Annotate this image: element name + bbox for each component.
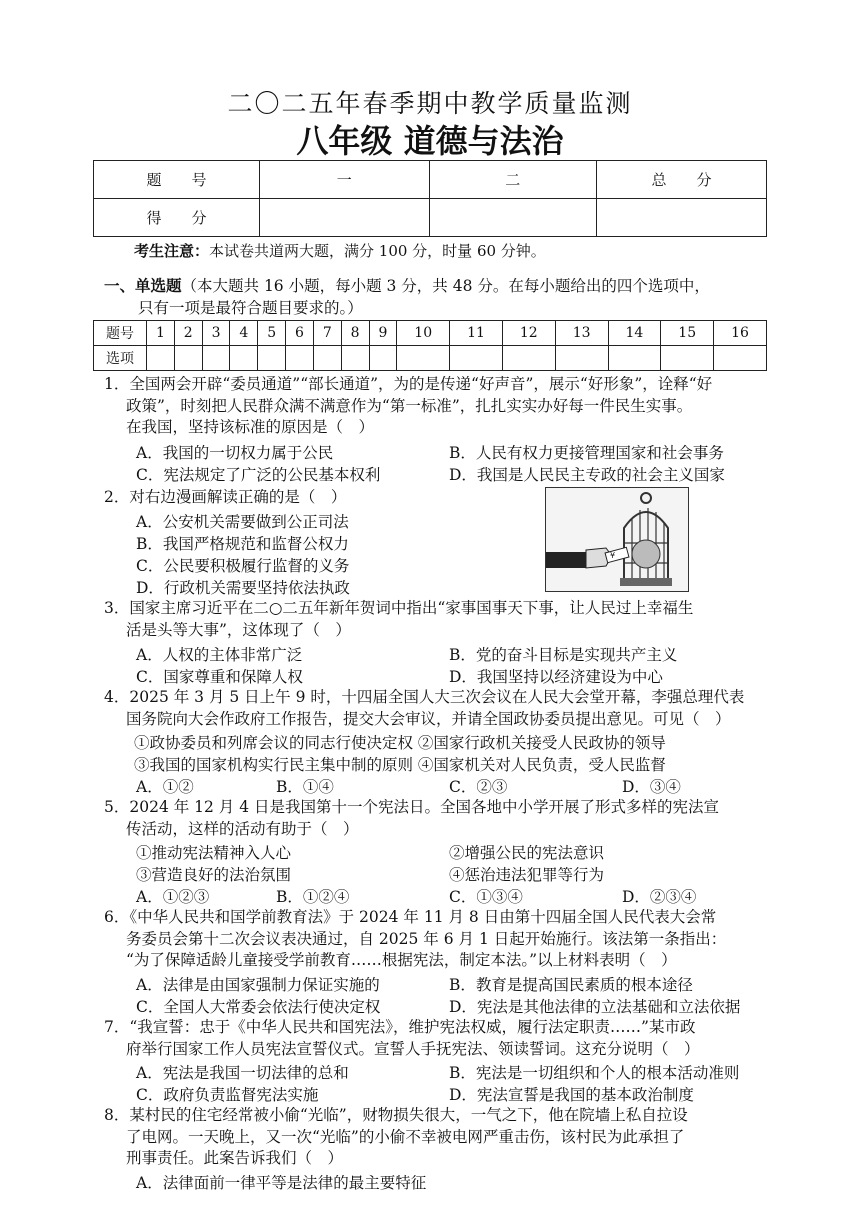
answer-number-cell: 9 <box>369 321 397 346</box>
answer-input-cell[interactable] <box>661 346 714 371</box>
answer-number-cell: 4 <box>230 321 258 346</box>
score-row-label: 得 分 <box>94 199 260 237</box>
option-a[interactable]: A．法律是由国家强制力保证实施的 <box>136 976 380 994</box>
option-a[interactable]: A．①② <box>136 778 194 796</box>
option-c[interactable]: C．宪法规定了广泛的公民基本权利 <box>136 466 381 484</box>
option-c[interactable]: C．国家尊重和保障人权 <box>136 668 303 686</box>
answer-number-cell: 10 <box>397 321 450 346</box>
statement-line: ③营造良好的法治氛围 <box>136 866 292 884</box>
section-desc: 只有一项是最符合题目要求的。） <box>138 299 363 317</box>
question-stem: 府举行国家工作人员宪法宣誓仪式。宣誓人手抚宪法、领读誓词。这充分说明（ ） <box>126 1039 700 1058</box>
answer-number-cell: 15 <box>661 321 714 346</box>
exam-title: 二〇二五年春季期中教学质量监测 <box>227 89 633 118</box>
score-input-cell[interactable] <box>597 199 767 237</box>
option-c[interactable]: C．②③ <box>449 778 508 796</box>
answer-input-cell[interactable] <box>502 346 555 371</box>
answer-number-cell: 13 <box>555 321 608 346</box>
section-desc: （本大题共 16 小题，每小题 3 分，共 48 分。在每小题给出的四个选项中， <box>181 277 710 295</box>
answer-number-cell: 12 <box>502 321 555 346</box>
option-d[interactable]: D．③④ <box>622 778 681 796</box>
question-stem: 6．《中华人民共和国学前教育法》于 2024 年 11 月 8 日由第十四届全国人民代表大会常 <box>104 908 717 926</box>
cartoon-money-label: ¥ <box>610 551 616 560</box>
answer-row-label: 选项 <box>94 346 147 371</box>
question-stem: 在我国，坚持该标准的原因是（ ） <box>126 418 375 436</box>
cartoon-image <box>545 487 689 592</box>
option-d[interactable]: D．我国坚持以经济建设为中心 <box>449 668 663 686</box>
notice-label: 考生注意： <box>134 242 210 260</box>
option-b[interactable]: B．①④ <box>276 778 334 796</box>
statement-line: ②增强公民的宪法意识 <box>449 844 605 862</box>
answer-input-cell[interactable] <box>286 346 314 371</box>
answer-row-label: 题号 <box>94 321 147 346</box>
notice-text: 本试卷共道两大题，满分 100 分，时量 60 分钟。 <box>209 242 546 260</box>
option-c[interactable]: C．政府负责监督宪法实施 <box>136 1086 319 1104</box>
question-stem: 3．国家主席习近平在二○二五年新年贺词中指出“家事国事天下事，让人民过上幸福生 <box>104 599 694 617</box>
question-2: 2．对右边漫画解读正确的是（ ） <box>104 488 347 506</box>
option-c[interactable]: C．公民要积极履行监督的义务 <box>136 557 350 575</box>
exam-notice <box>134 240 546 261</box>
option-a[interactable]: A．法律面前一律平等是法律的最主要特征 <box>136 1174 427 1192</box>
option-d[interactable]: D．我国是人民民主专政的社会主义国家 <box>449 466 725 484</box>
answer-input-cell[interactable] <box>341 346 369 371</box>
question-stem: 活是头等大事”，这体现了（ ） <box>126 620 351 639</box>
answer-number-cell: 14 <box>608 321 661 346</box>
option-d[interactable]: D．行政机关需要坚持依法执政 <box>136 579 350 597</box>
question-6 <box>104 907 776 972</box>
section-title: 一、单选题 <box>104 276 182 295</box>
option-c[interactable]: C．①③④ <box>449 888 523 906</box>
answer-number-cell: 8 <box>341 321 369 346</box>
question-8 <box>104 1105 776 1170</box>
option-d[interactable]: D．宪法是其他法律的立法基础和立法依据 <box>449 998 741 1016</box>
answer-input-cell[interactable] <box>608 346 661 371</box>
question-stem: 5．2024 年 12 月 4 日是我国第十一个宪法日。全国各地中小学开展了形式多样的宪法宣 <box>104 798 720 816</box>
option-a[interactable]: A．①②③ <box>136 888 210 906</box>
answer-number-cell: 3 <box>202 321 230 346</box>
answer-input-cell[interactable] <box>450 346 503 371</box>
option-b[interactable]: B．教育是提高国民素质的根本途径 <box>449 976 693 994</box>
question-stem: 1．全国两会开辟“委员通道”“部长通道”，为的是传递“好声音”，展示“好形象”，诠释“好 <box>104 375 713 393</box>
answer-number-cell: 7 <box>313 321 341 346</box>
answer-input-cell[interactable] <box>147 346 175 371</box>
answer-number-cell: 16 <box>714 321 767 346</box>
score-input-cell[interactable] <box>429 199 597 237</box>
score-table <box>93 160 767 237</box>
question-stem: 4．2025 年 3 月 5 日上午 9 时，十四届全国人大三次会议在人民大会堂开幕，李强总理代表 <box>104 688 745 706</box>
answer-number-cell: 2 <box>174 321 202 346</box>
question-stem: 7．“我宣誓：忠于《中华人民共和国宪法》，维护宪法权威，履行法定职责……”某市政 <box>104 1018 696 1036</box>
answer-table <box>93 320 767 371</box>
option-b[interactable]: B．我国严格规范和监督公权力 <box>136 535 349 553</box>
option-a[interactable]: A．公安机关需要做到公正司法 <box>136 513 349 531</box>
answer-input-cell[interactable] <box>555 346 608 371</box>
option-b[interactable]: B．宪法是一切组织和个人的根本活动准则 <box>449 1064 740 1082</box>
option-a[interactable]: A．宪法是我国一切法律的总和 <box>136 1064 349 1082</box>
answer-input-cell[interactable] <box>397 346 450 371</box>
option-b[interactable]: B．党的奋斗目标是实现共产主义 <box>449 646 678 664</box>
answer-number-cell: 11 <box>450 321 503 346</box>
answer-input-cell[interactable] <box>258 346 286 371</box>
answer-input-cell[interactable] <box>174 346 202 371</box>
statement-line: ④惩治违法犯罪等行为 <box>449 866 605 884</box>
option-b[interactable]: B．①②④ <box>276 888 350 906</box>
score-header-cell: 二 <box>429 161 597 199</box>
question-stem: 8．某村民的住宅经常被小偷“光临”，财物损失很大，一气之下，他在院墙上私自拉设 <box>104 1106 688 1124</box>
section-heading <box>104 275 764 319</box>
answer-number-cell: 1 <box>147 321 175 346</box>
question-1 <box>104 374 776 439</box>
option-a[interactable]: A．我国的一切权力属于公民 <box>136 444 334 462</box>
question-stem: “为了保障适龄儿童接受学前教育……根据宪法，制定本法。”以上材料表明（ ） <box>126 951 677 969</box>
question-7 <box>104 1017 776 1060</box>
question-4 <box>104 687 776 730</box>
option-d[interactable]: D．②③④ <box>622 888 697 906</box>
question-stem: 传活动，这样的活动有助于（ ） <box>126 819 359 838</box>
question-stem: 政策”，时刻把人民群众满不满意作为“第一标准”，扎扎实实办好每一件民生实事。 <box>126 396 693 415</box>
birdcage-cartoon-icon <box>546 488 688 591</box>
statement-line: ③我国的国家机构实行民主集中制的原则 ④国家机关对人民负责，受人民监督 <box>134 756 666 774</box>
score-input-cell[interactable] <box>259 199 429 237</box>
answer-input-cell[interactable] <box>313 346 341 371</box>
answer-number-cell: 6 <box>286 321 314 346</box>
option-a[interactable]: A．人权的主体非常广泛 <box>136 646 303 664</box>
exam-subject: 八年级 道德与法治 <box>296 122 564 160</box>
answer-input-cell[interactable] <box>714 346 767 371</box>
question-5 <box>104 797 776 840</box>
option-b[interactable]: B．人民有权力更接管理国家和社会事务 <box>449 444 724 462</box>
option-c[interactable]: C．全国人大常委会依法行使决定权 <box>136 998 381 1016</box>
score-header-cell: 题 号 <box>94 161 260 199</box>
answer-number-cell: 5 <box>258 321 286 346</box>
question-stem: 务委员会第十二次会议表决通过，自 2025 年 6 月 1 日起开始施行。该法第一条指出： <box>126 929 727 948</box>
score-header-cell: 一 <box>259 161 429 199</box>
answer-input-cell[interactable] <box>230 346 258 371</box>
question-3 <box>104 598 776 641</box>
statement-line: ①政协委员和列席会议的同志行使决定权 ②国家行政机关接受人民政协的领导 <box>134 734 666 752</box>
question-stem: 国务院向大会作政府工作报告，提交大会审议，并请全国政协委员提出意见。可见（ ） <box>126 709 731 728</box>
answer-input-cell[interactable] <box>202 346 230 371</box>
option-d[interactable]: D．宪法宣誓是我国的基本政治制度 <box>449 1086 694 1104</box>
answer-input-cell[interactable] <box>369 346 397 371</box>
question-stem: 了电网。一天晚上，又一次“光临”的小偷不幸被电网严重击伤，该村民为此承担了 <box>126 1127 685 1146</box>
question-stem: 刑事责任。此案告诉我们（ ） <box>126 1149 344 1167</box>
score-header-cell: 总 分 <box>597 161 767 199</box>
statement-line: ①推动宪法精神入人心 <box>136 844 292 862</box>
